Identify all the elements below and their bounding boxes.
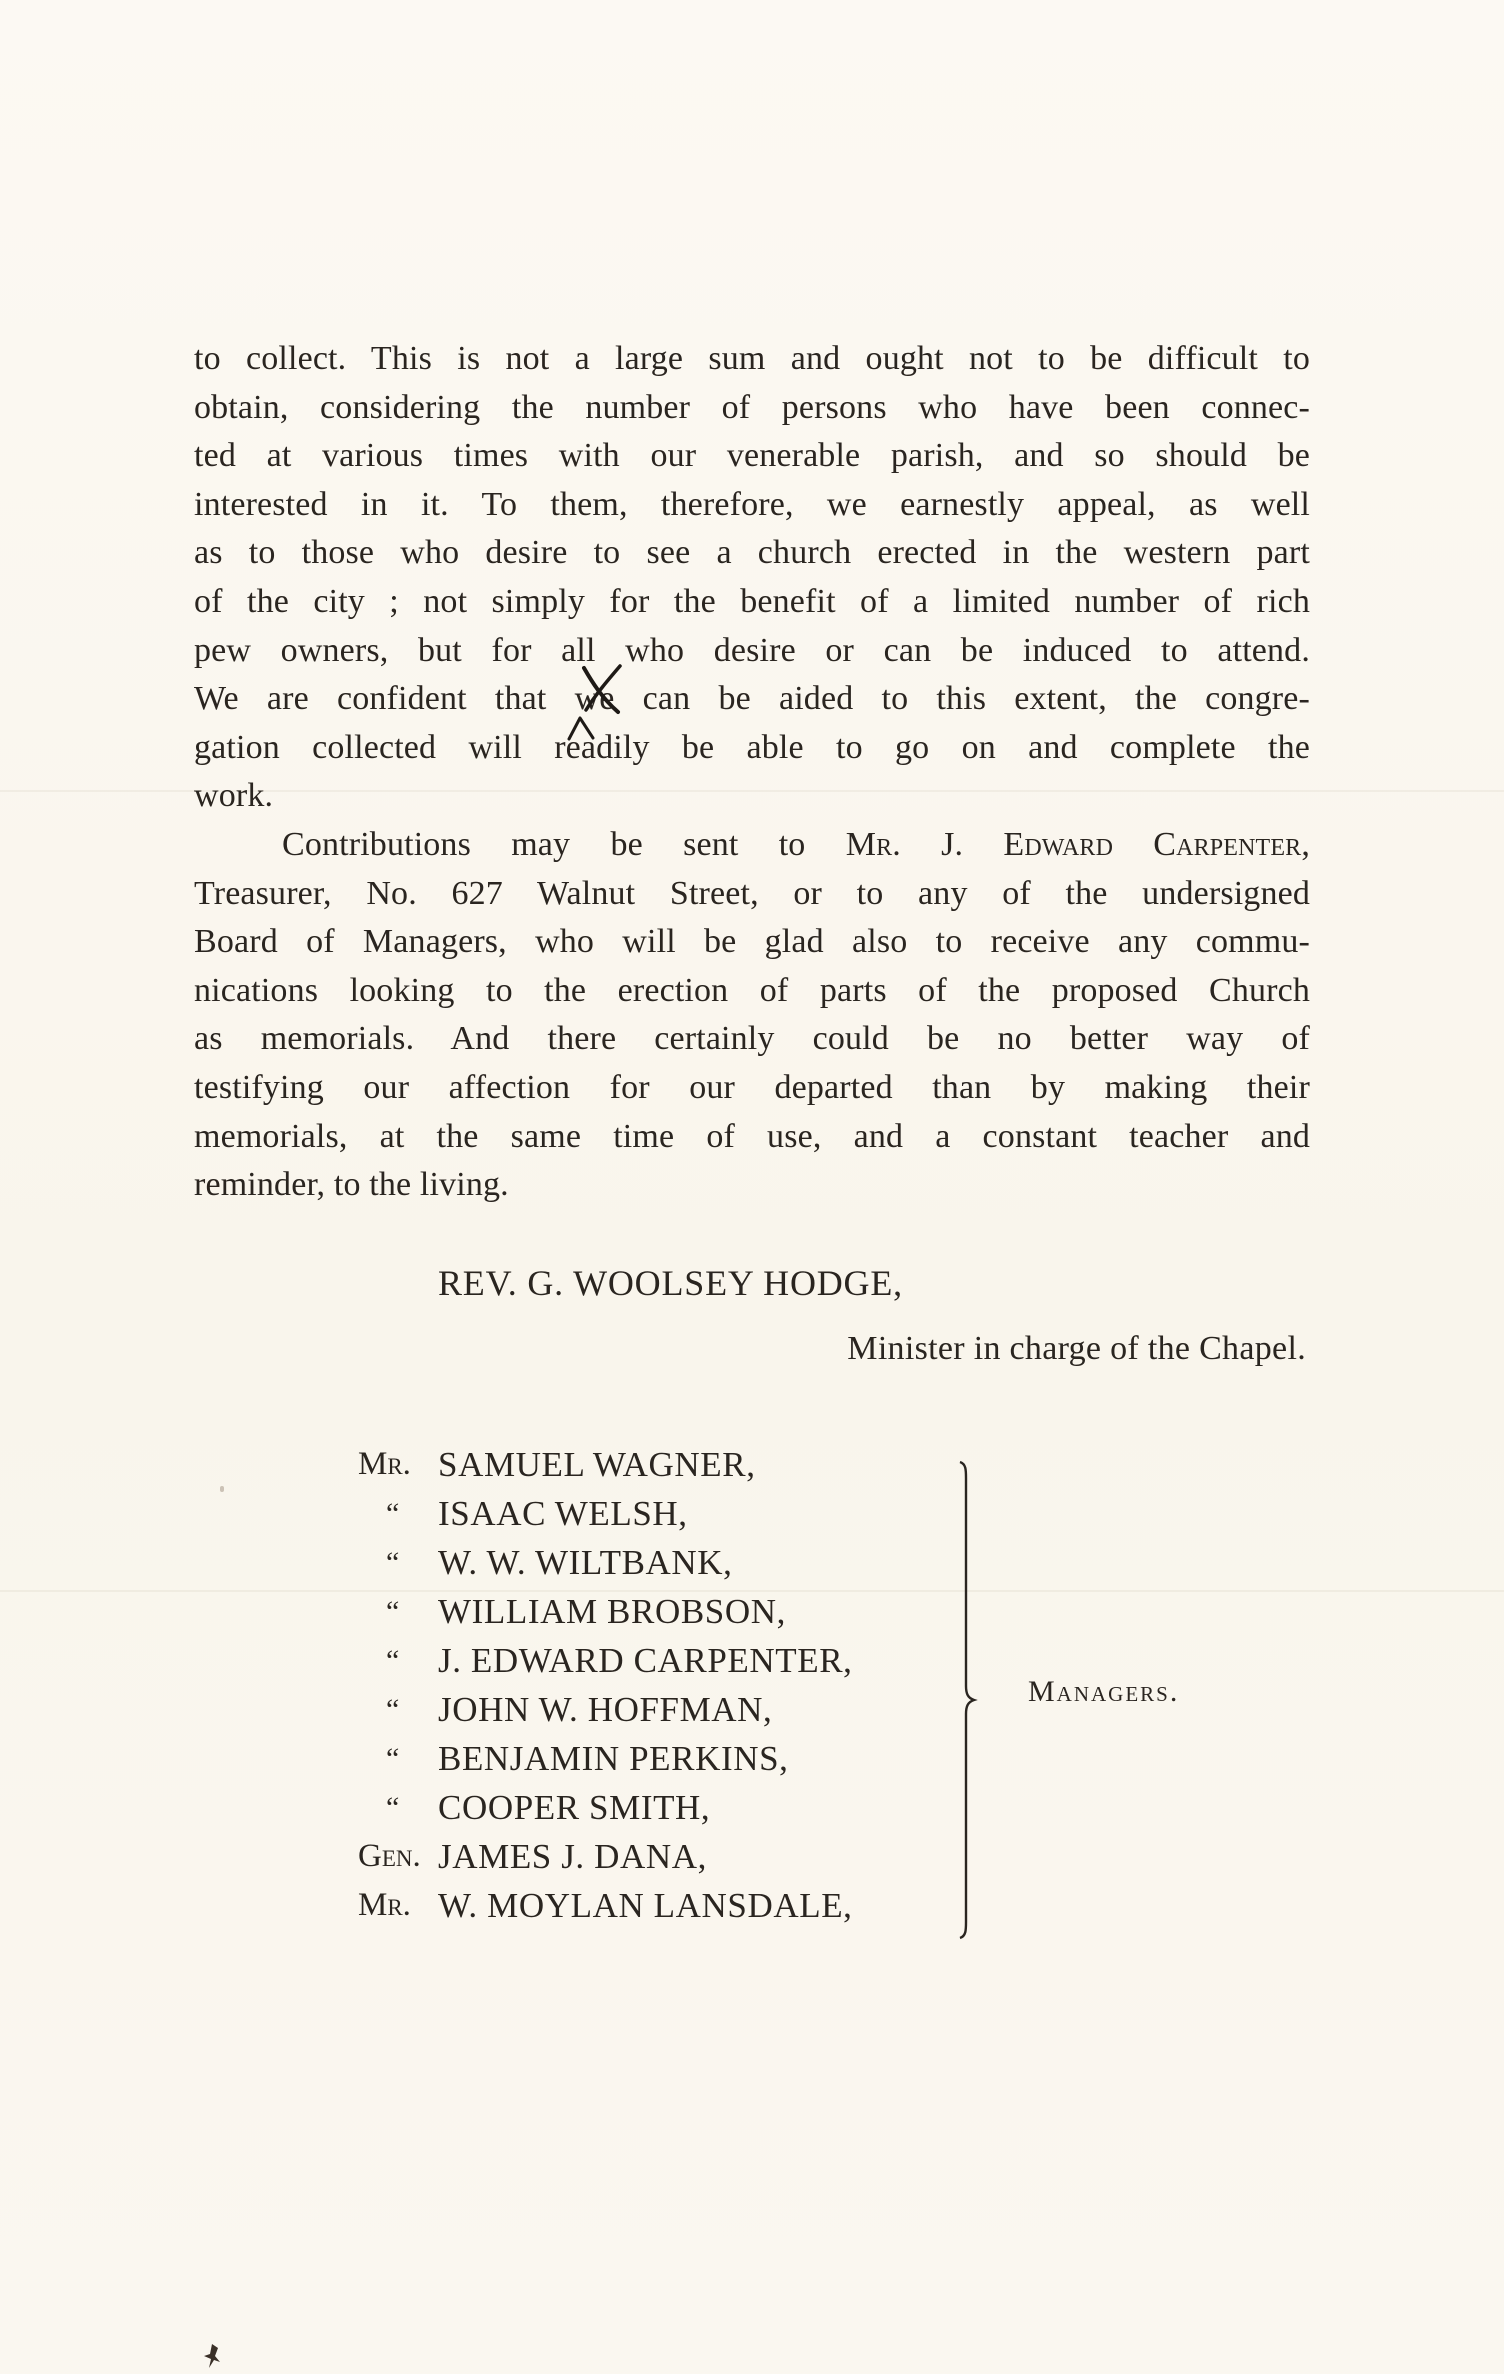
body-line: gation collected will readily be able to go on and complete the bbox=[194, 728, 1310, 766]
list-item bbox=[358, 1636, 853, 1685]
manager-name: W. MOYLAN LANSDALE, bbox=[438, 1886, 853, 1925]
body-line: We are confident that we can be aided to this extent, the congre- bbox=[194, 680, 1310, 718]
treasurer-name: Mr. J. Edward Carpenter, bbox=[845, 825, 1310, 863]
body-line: to collect. This is not a large sum and ought not to be difficult to bbox=[194, 340, 1310, 377]
ditto-mark: “ bbox=[386, 1595, 400, 1628]
ditto-mark: “ bbox=[386, 1497, 400, 1530]
manager-name: COOPER SMITH, bbox=[438, 1788, 711, 1827]
ink-blot-mark bbox=[200, 2342, 224, 2370]
signature-title: Minister in charge of the Chapel. bbox=[847, 1330, 1306, 1367]
letter-body bbox=[194, 335, 1310, 1210]
body-line: Board of Managers, who will be glad also to receive any commu- bbox=[194, 923, 1310, 961]
manager-name: SAMUEL WAGNER, bbox=[438, 1445, 756, 1484]
body-line: memorials, at the same time of use, and a constant teacher and bbox=[194, 1117, 1310, 1155]
contribution-intro: Contributions may be sent to bbox=[282, 825, 846, 863]
manager-prefix: Gen. bbox=[358, 1838, 421, 1874]
list-item bbox=[358, 1538, 853, 1587]
list-item bbox=[358, 1440, 853, 1489]
list-item bbox=[358, 1685, 853, 1734]
managers-label: Managers. bbox=[1028, 1675, 1180, 1708]
manager-prefix: Mr. bbox=[358, 1887, 411, 1923]
body-line: testifying our affection for our departed than by making their bbox=[194, 1068, 1310, 1106]
ditto-mark: “ bbox=[386, 1742, 400, 1775]
manager-name: JOHN W. HOFFMAN, bbox=[438, 1690, 773, 1729]
manager-name: W. W. WILTBANK, bbox=[438, 1543, 733, 1582]
handwritten-x-mark bbox=[578, 664, 624, 716]
handwritten-caret-mark bbox=[566, 714, 596, 742]
list-item bbox=[358, 1489, 853, 1538]
manager-name: J. EDWARD CARPENTER, bbox=[438, 1641, 853, 1680]
right-brace bbox=[958, 1460, 978, 1940]
list-item bbox=[358, 1881, 853, 1930]
list-item bbox=[358, 1587, 853, 1636]
ditto-mark: “ bbox=[386, 1644, 400, 1677]
body-line: interested in it. To them, therefore, we earnestly appeal, as well bbox=[194, 485, 1310, 523]
body-line: obtain, considering the number of persons who have been connec- bbox=[194, 388, 1310, 426]
ditto-mark: “ bbox=[386, 1546, 400, 1579]
body-line: pew owners, but for all who desire or can be induced to attend. bbox=[194, 631, 1310, 669]
signature-name: REV. G. WOOLSEY HODGE, bbox=[438, 1263, 903, 1303]
body-line: of the city ; not simply for the benefit of a limited number of rich bbox=[194, 582, 1310, 620]
managers-list bbox=[358, 1440, 853, 1930]
list-item bbox=[358, 1783, 853, 1832]
paper-speck bbox=[220, 1486, 224, 1492]
ditto-mark: “ bbox=[386, 1693, 400, 1726]
manager-name: WILLIAM BROBSON, bbox=[438, 1592, 786, 1631]
body-line: work. bbox=[194, 777, 274, 815]
ditto-mark: “ bbox=[386, 1791, 400, 1824]
body-line bbox=[194, 821, 1310, 870]
manager-name: ISAAC WELSH, bbox=[438, 1494, 688, 1533]
body-line: ted at various times with our venerable parish, and so should be bbox=[194, 437, 1310, 475]
body-line: nications looking to the erection of parts of the proposed Church bbox=[194, 971, 1310, 1009]
body-line: reminder, to the living. bbox=[194, 1166, 509, 1204]
body-line: Treasurer, No. 627 Walnut Street, or to any of the undersigned bbox=[194, 874, 1310, 912]
list-item bbox=[358, 1832, 853, 1881]
manager-name: BENJAMIN PERKINS, bbox=[438, 1739, 789, 1778]
manager-prefix: Mr. bbox=[358, 1446, 411, 1482]
list-item bbox=[358, 1734, 853, 1783]
body-line: as to those who desire to see a church erected in the western part bbox=[194, 534, 1310, 572]
manager-name: JAMES J. DANA, bbox=[438, 1837, 707, 1876]
body-line: as memorials. And there certainly could be no better way of bbox=[194, 1020, 1310, 1058]
